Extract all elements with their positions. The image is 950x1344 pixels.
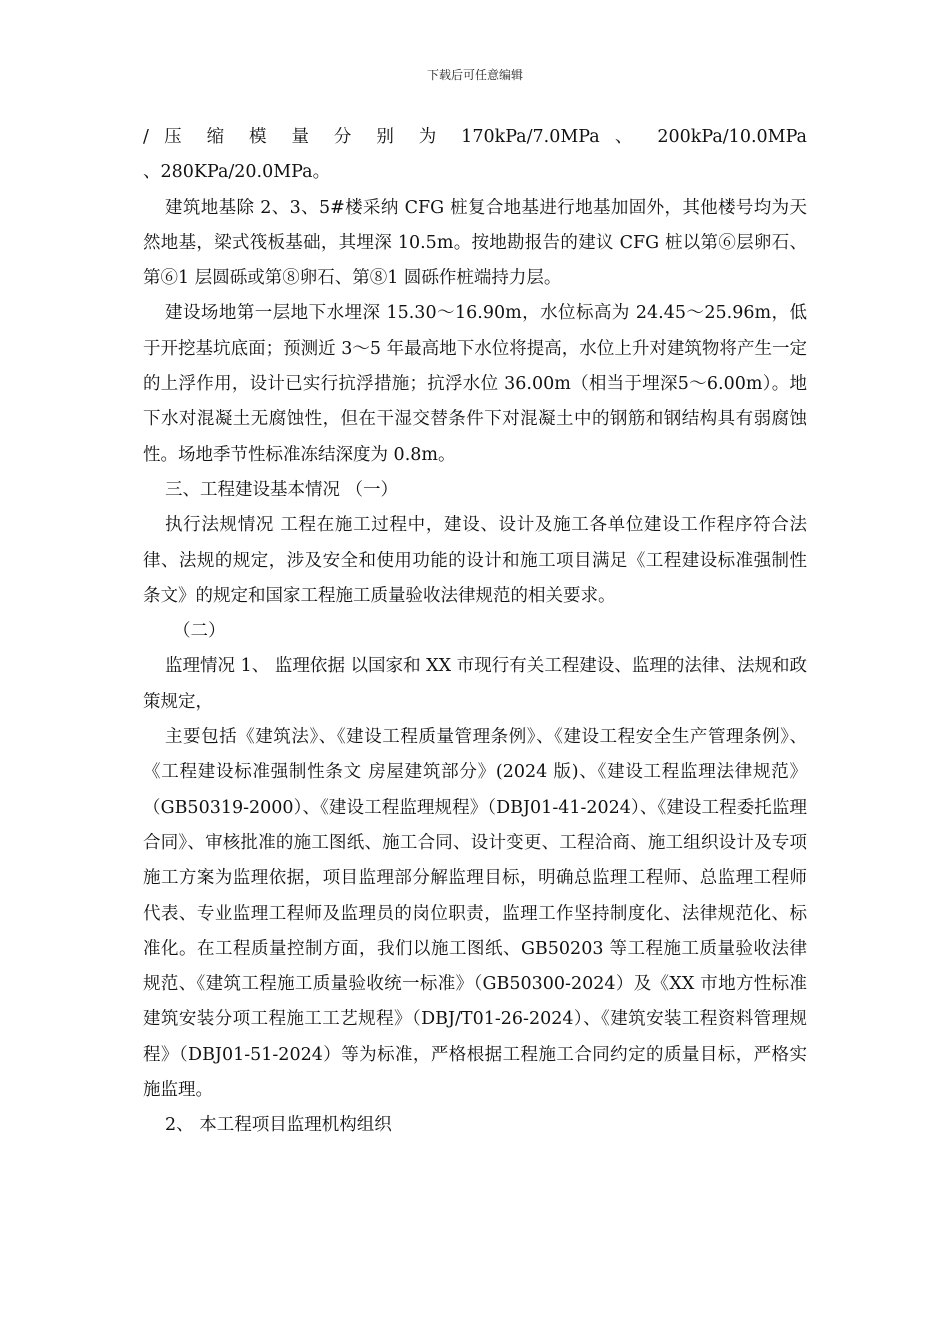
groundwater-paragraph: 建设场地第一层地下水埋深 15.30～16.90m，水位标高为 24.45～25.96m，低于开挖基坑底面；预测近 3～5 年最高地下水位将提高，水位上升对建筑物将产生一定的上浮作用，设计已实行抗浮措施；抗浮水位 36.00m（相当于埋深5～6.00m）。地下水对混凝土无腐蚀性，但在干湿交替条件下对混凝土中的钢筋和钢结构具有弱腐蚀性。场地季节性标准冻结深度为 0.8m。 — [143, 303, 807, 465]
page-header: 下载后可任意编辑 — [426, 68, 523, 82]
section-heading-organization: 2、 本工程项目监理机构组织 — [165, 1115, 392, 1136]
section-heading-two: （二） — [173, 621, 226, 642]
document-body — [143, 120, 807, 1144]
foundation-paragraph: 建筑地基除 2、3、5#楼采纳 CFG 桩复合地基进行地基加固外，其他楼号均为天然地基，梁式筏板基础，其埋深 10.5m。按地勘报告的建议 CFG 桩以第⑥层卵石、第⑥1 层圆砾或第⑧卵石、第⑧1 圆砾作桩端持力层。 — [143, 197, 807, 289]
section-heading-basic-info: 三、工程建设基本情况 （一） — [165, 479, 399, 500]
compression-modulus-line-end: 、280KPa/20.0MPa。 — [143, 162, 331, 183]
compression-modulus-line: / 压 缩 模 量 分 别 为 170kPa/7.0MPa 、 200kPa/10.0MPa — [143, 127, 807, 147]
supervision-paragraph: 监理情况 1、 监理依据 以国家和 XX 市现行有关工程建设、监理的法律、法规和政策规定， — [143, 656, 807, 712]
basis-paragraph: 主要包括《建筑法》、《建设工程质量管理条例》、《建设工程安全生产管理条例》、《工程建设标准强制性条文 房屋建筑部分》(2024 版)、《建设工程监理法律规范》（GB50319-2000）、《建设工程监理规程》（DBJ01-41-2024）、《建设工程委托监理合同》、审核批准的施工图纸、施工合同、设计变更、工程洽商、施工组织设计及专项施工方案为监理依据，项目监理部分解监理目标，明确总监理工程师、总监理工程师代表、专业监理工程师及监理员的岗位职责，监理工作坚持制度化、法律规范化、标准化。在工程质量控制方面，我们以施工图纸、GB50203 等工程施工质量验收法律规范、《建筑工程施工质量验收统一标准》（GB50300-2024）及《XX 市地方性标准 建筑安装分项工程施工工艺规程》（DBJ/T01-26-2024）、《建筑安装工程资料管理规程》（DBJ01-51-2024）等为标准，严格根据工程施工合同约定的质量目标，严格实施监理。 — [143, 727, 807, 1101]
regulation-paragraph: 执行法规情况 工程在施工过程中，建设、设计及施工各单位建设工作程序符合法律、法规的规定，涉及安全和使用功能的设计和施工项目满足《工程建设标准强制性条文》的规定和国家工程施工质量验收法律规范的相关要求。 — [143, 515, 807, 606]
